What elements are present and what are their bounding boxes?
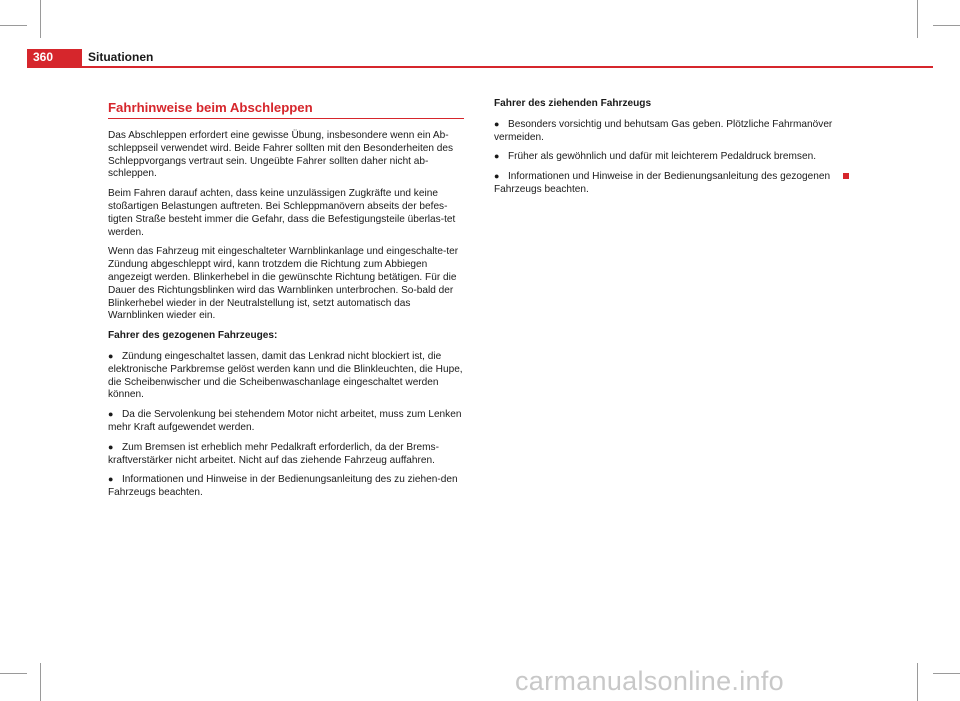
list-item-text: Da die Servolenkung bei stehendem Motor nicht arbeitet, muss zum Lenken mehr Kraft aufgewendet werden. [108, 409, 462, 433]
page-heading: Fahrhinweise beim Abschleppen [108, 100, 464, 119]
crop-mark [917, 663, 918, 701]
list-item-text: Besonders vorsichtig und behutsam Gas geben. Plötzliche Fahrmanöver vermeiden. [494, 118, 833, 143]
header-rule [27, 66, 933, 68]
crop-mark [0, 25, 27, 26]
list-item [494, 118, 854, 145]
list-item-text: Früher als gewöhnlich und dafür mit leichterem Pedaldruck bremsen. [508, 151, 817, 163]
subheading: Fahrer des ziehenden Fahrzeugs [494, 98, 652, 109]
section-title: Situationen [88, 50, 154, 64]
paragraph: Beim Fahren darauf achten, dass keine unzulässigen Zugkräfte und keine stoßartigen Belastungen auftreten. Bei Schleppmanövern abseits der befes-tigten Straße besteht immer die Gefahr, dass die Befestigungsteile überlas-tet werden. [108, 188, 456, 238]
list-item [108, 350, 464, 402]
crop-mark [40, 0, 41, 38]
list-item-text: Zündung eingeschaltet lassen, damit das Lenkrad nicht blockiert ist, die elektronische Parkbremse gelöst werden kann und die Blinkleuchten, die Hupe, die Scheibenwischer und die Scheibenwaschanlage eingeschaltet werden können. [108, 350, 463, 401]
crop-mark [40, 663, 41, 701]
bullet-icon: ● [108, 409, 114, 420]
list-item [494, 150, 854, 164]
list-item [108, 441, 464, 468]
paragraph: Das Abschleppen erfordert eine gewisse Übung, insbesondere wenn ein Ab-schleppseil verwendet wird. Beide Fahrer sollten mit den Besonderheiten des Schleppvorgangs vertraut sein. Ungeübte Fahrer sollten daher nicht ab-schleppen. [108, 130, 454, 180]
crop-mark [0, 673, 27, 674]
paragraph: Wenn das Fahrzeug mit eingeschalteter Warnblinkanlage und eingeschalte-ter Zündung abgeschleppt wird, kann trotzdem die Richtung zum Abbiegen angezeigt werden. Blinkerhebel in die gewünschte Richtung betätigen. Für die Dauer des Richtungsblinken wird das Warnblinken unterbrochen. So-bald der Blinkerhebel wieder in der Neutralstellung ist, setzt automatisch das Warnblinken wieder ein. [108, 246, 459, 322]
right-column [494, 98, 854, 203]
list-item-text: Informationen und Hinweise in der Bedienungsanleitung des zu ziehen-den Fahrzeugs beachten. [108, 474, 458, 499]
left-column [108, 100, 464, 506]
list-item-text: Informationen und Hinweise in der Bedienungsanleitung des gezogenen Fahrzeugs beachten. [494, 171, 831, 195]
bullet-icon: ● [108, 350, 114, 361]
watermark: carmanualsonline.info [515, 666, 784, 696]
page-number: 360 [27, 49, 82, 66]
list-item-text: Zum Bremsen ist erheblich mehr Pedalkraft erforderlich, da der Brems-kraftverstärker nicht arbeitet. Nicht auf das ziehende Fahrzeug auffahren. [108, 441, 439, 466]
list-item [108, 408, 464, 435]
list-item [494, 170, 854, 197]
crop-mark [933, 25, 960, 26]
section-end-icon [843, 173, 849, 179]
subheading: Fahrer des gezogenen Fahrzeuges: [108, 330, 278, 342]
bullet-icon: ● [494, 171, 500, 182]
bullet-list [494, 118, 854, 197]
crop-mark [917, 0, 918, 38]
crop-mark [933, 673, 960, 674]
bullet-icon: ● [108, 474, 114, 485]
bullet-list [108, 350, 464, 500]
bullet-icon: ● [108, 441, 114, 452]
list-item [108, 473, 464, 500]
bullet-icon: ● [494, 151, 500, 162]
bullet-icon: ● [494, 118, 500, 129]
